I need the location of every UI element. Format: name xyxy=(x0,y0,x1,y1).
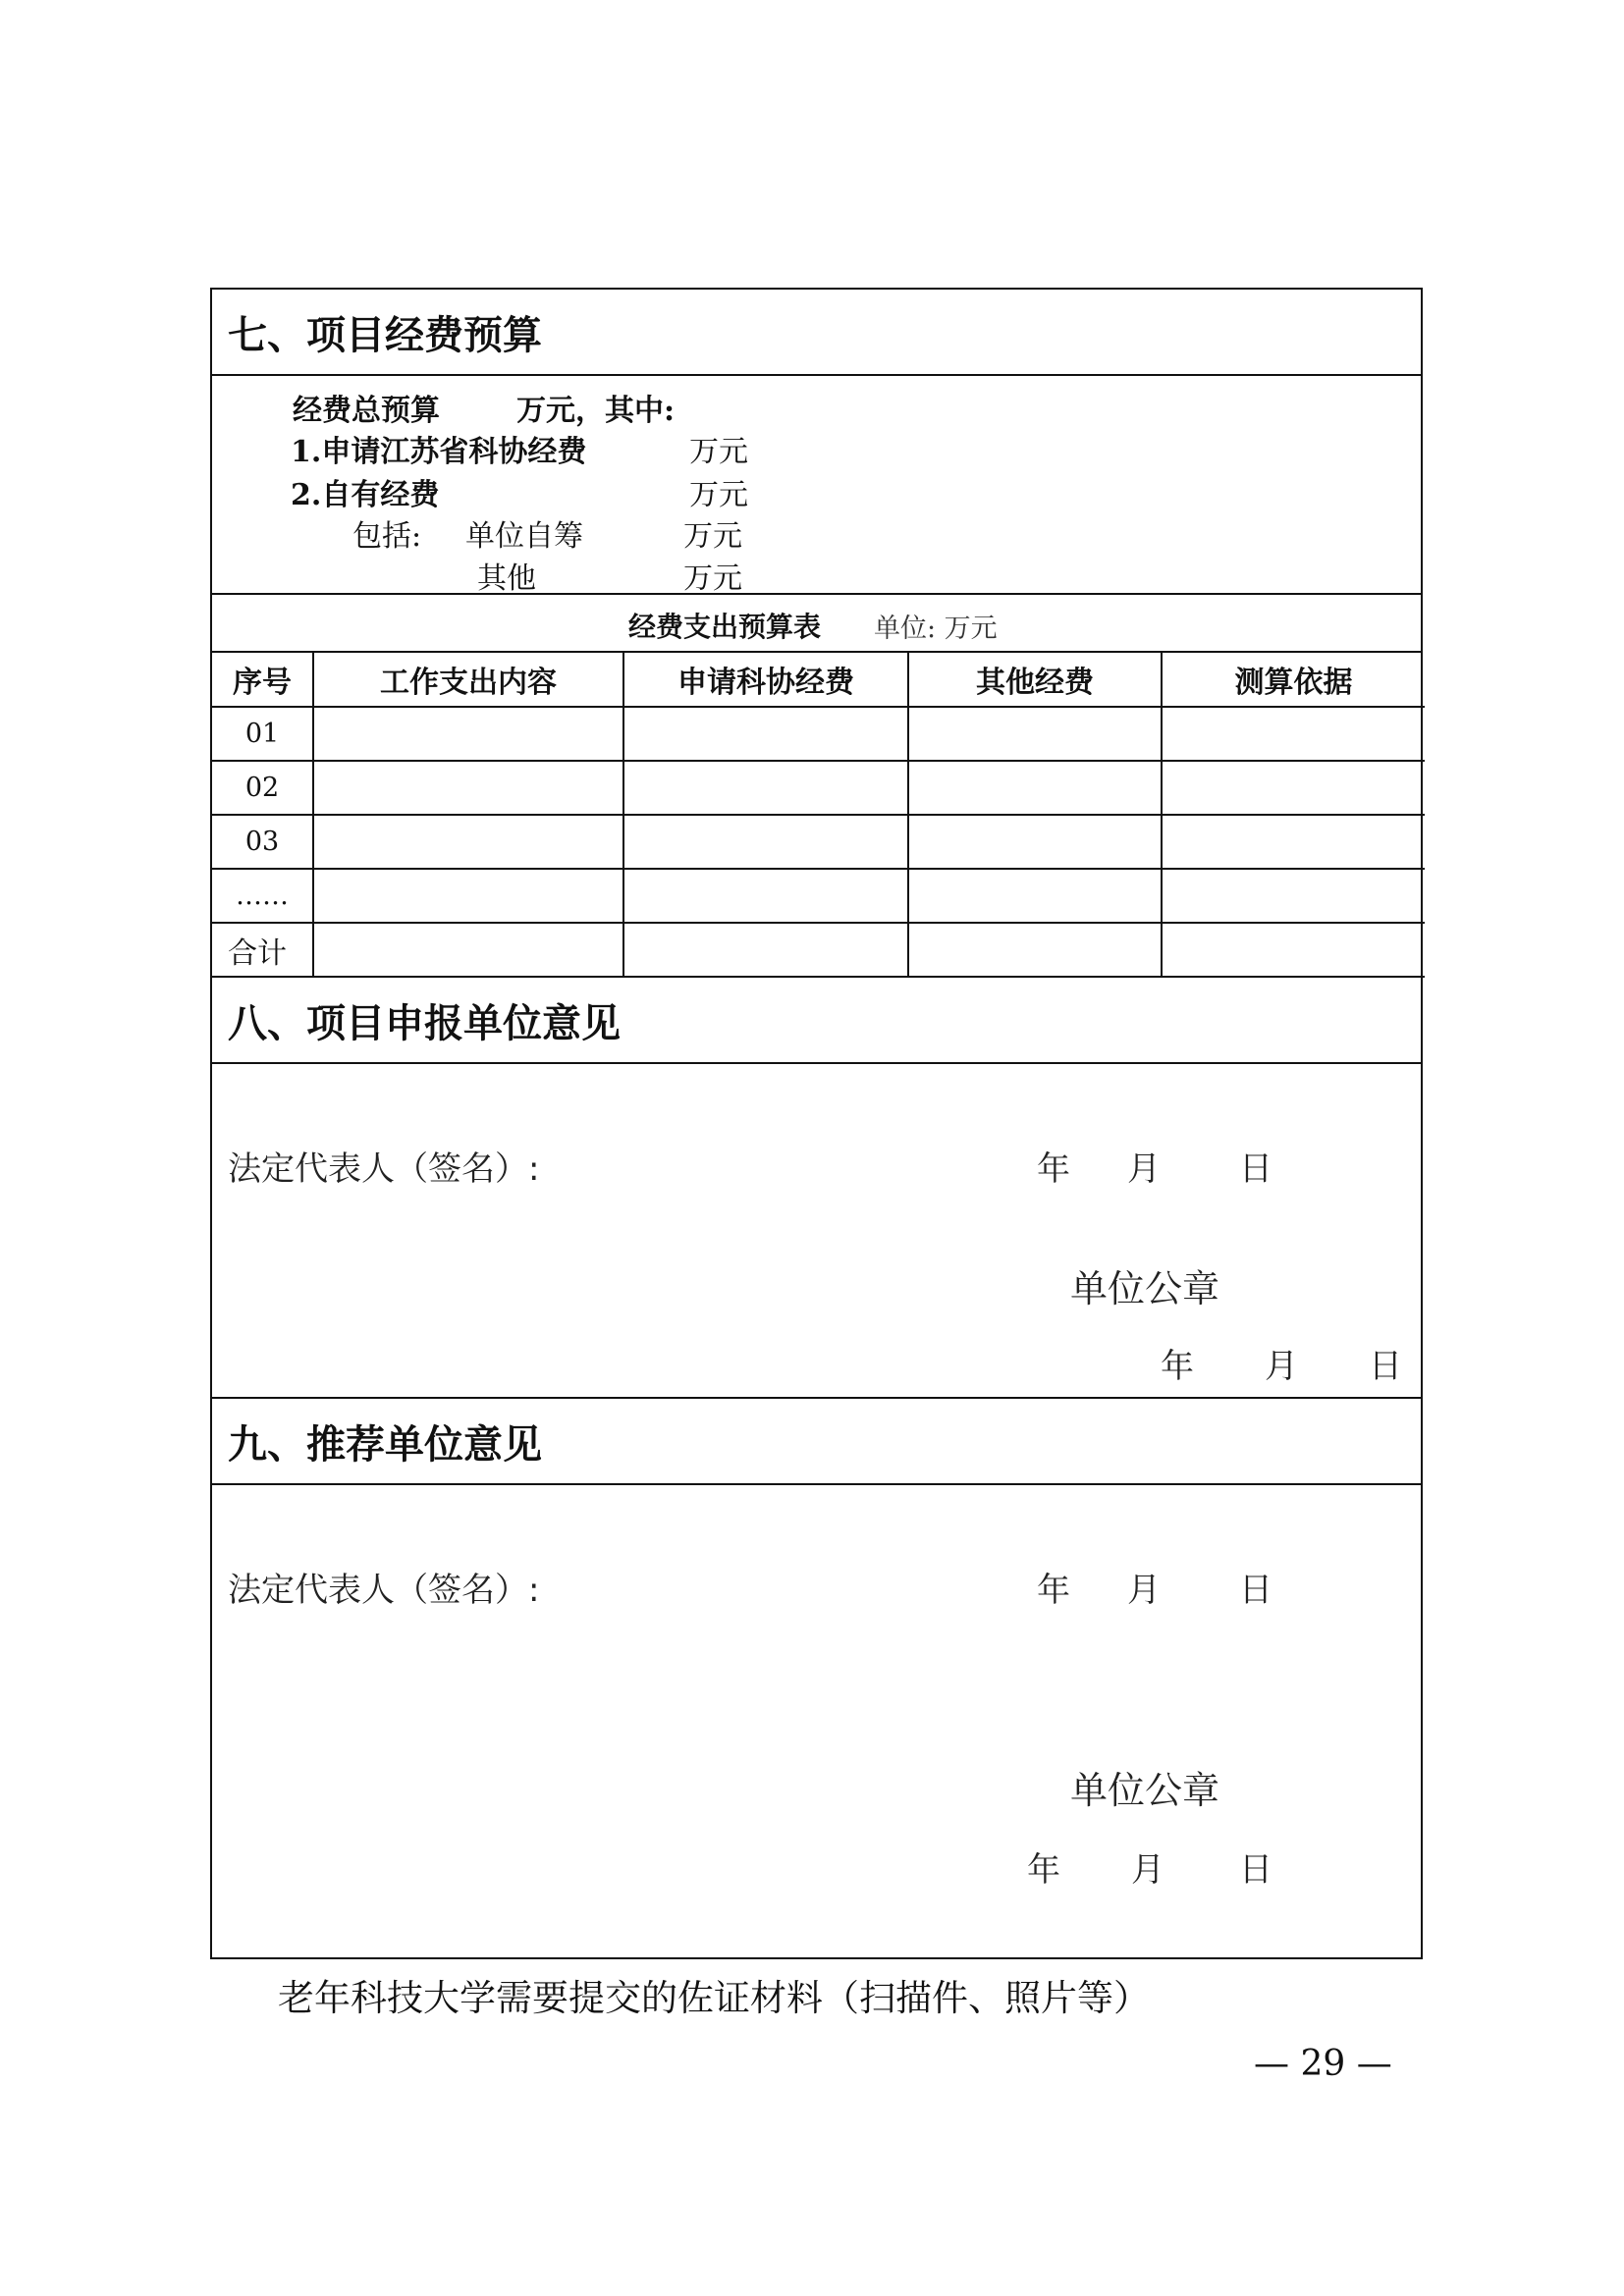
other-fund-cell[interactable] xyxy=(908,707,1162,761)
date-day: 日 xyxy=(1239,1149,1272,1189)
seal-label: 单位公章 xyxy=(1070,1267,1220,1310)
item2-label: 2.自有经费 xyxy=(291,478,440,512)
date-month: 月 xyxy=(1127,1571,1161,1610)
other-fund-cell[interactable] xyxy=(908,923,1162,977)
kexie-fund-cell[interactable] xyxy=(623,761,908,815)
self-raised-label: 单位自筹 xyxy=(465,519,583,554)
row-total-label: 合计 xyxy=(212,923,313,977)
header-basis: 测算依据 xyxy=(1162,653,1425,707)
table-header-row xyxy=(212,653,1425,707)
kexie-fund-cell[interactable] xyxy=(623,869,908,923)
seal-label: 单位公章 xyxy=(1070,1769,1220,1812)
item1-label: 1.申请江苏省科协经费 xyxy=(291,435,587,469)
date-year: 年 xyxy=(1037,1571,1070,1610)
application-form xyxy=(210,288,1423,1959)
basis-cell[interactable] xyxy=(1162,761,1425,815)
content-cell[interactable] xyxy=(313,815,623,869)
seal-day: 日 xyxy=(1369,1347,1402,1386)
expense-table-title: 经费支出预算表 xyxy=(628,611,822,643)
other-fund-cell[interactable] xyxy=(908,761,1162,815)
seal-month: 月 xyxy=(1265,1347,1298,1386)
table-row xyxy=(212,869,1425,923)
footer-note: 老年科技大学需要提交的佐证材料（扫描件、照片等） xyxy=(278,1977,1150,2019)
other-label: 其他 xyxy=(477,561,536,596)
table-row xyxy=(212,761,1425,815)
header-content: 工作支出内容 xyxy=(313,653,623,707)
content-cell[interactable] xyxy=(313,707,623,761)
row-seq: 03 xyxy=(212,815,313,869)
signature-label: 法定代表人（签名）: xyxy=(228,1571,540,1610)
other-fund-cell[interactable] xyxy=(908,869,1162,923)
header-kexie-fund: 申请科协经费 xyxy=(623,653,908,707)
header-seq: 序号 xyxy=(212,653,313,707)
table-total-row xyxy=(212,923,1425,977)
page-number: — 29 — xyxy=(1254,2044,1392,2084)
signature-label: 法定代表人（签名）: xyxy=(228,1149,540,1189)
basis-cell[interactable] xyxy=(1162,869,1425,923)
other-unit: 万元 xyxy=(683,561,742,596)
content-cell[interactable] xyxy=(313,923,623,977)
self-raised-unit: 万元 xyxy=(683,519,742,554)
row-seq: 02 xyxy=(212,761,313,815)
date-month: 月 xyxy=(1127,1149,1161,1189)
section-9-opinion[interactable] xyxy=(212,1485,1421,1957)
expense-table xyxy=(212,653,1425,978)
kexie-fund-cell[interactable] xyxy=(623,815,908,869)
date-day: 日 xyxy=(1239,1571,1272,1610)
section-7-title: 七、项目经费预算 xyxy=(212,290,1421,376)
total-budget-unit: 万元，其中: xyxy=(516,394,676,428)
section-8-opinion[interactable] xyxy=(212,1064,1421,1399)
seal-year: 年 xyxy=(1161,1347,1194,1386)
other-fund-cell[interactable] xyxy=(908,815,1162,869)
item2-unit: 万元 xyxy=(689,478,748,512)
content-cell[interactable] xyxy=(313,761,623,815)
content-cell[interactable] xyxy=(313,869,623,923)
section-8-title: 八、项目申报单位意见 xyxy=(212,978,1421,1064)
row-seq: …… xyxy=(212,869,313,923)
item1-unit: 万元 xyxy=(689,435,748,469)
seal-day: 日 xyxy=(1239,1850,1272,1890)
header-other-fund: 其他经费 xyxy=(908,653,1162,707)
expense-table-unit: 单位: 万元 xyxy=(874,614,998,644)
section-9-title: 九、推荐单位意见 xyxy=(212,1399,1421,1485)
total-budget-label: 经费总预算 xyxy=(293,394,440,428)
kexie-fund-cell[interactable] xyxy=(623,923,908,977)
include-label: 包括: xyxy=(352,519,422,554)
basis-cell[interactable] xyxy=(1162,707,1425,761)
expense-table-caption xyxy=(212,595,1421,653)
basis-cell[interactable] xyxy=(1162,815,1425,869)
table-row xyxy=(212,707,1425,761)
date-year: 年 xyxy=(1037,1149,1070,1189)
table-row xyxy=(212,815,1425,869)
seal-month: 月 xyxy=(1131,1850,1164,1890)
row-seq: 01 xyxy=(212,707,313,761)
kexie-fund-cell[interactable] xyxy=(623,707,908,761)
budget-summary xyxy=(212,376,1421,595)
seal-year: 年 xyxy=(1027,1850,1060,1890)
basis-cell[interactable] xyxy=(1162,923,1425,977)
